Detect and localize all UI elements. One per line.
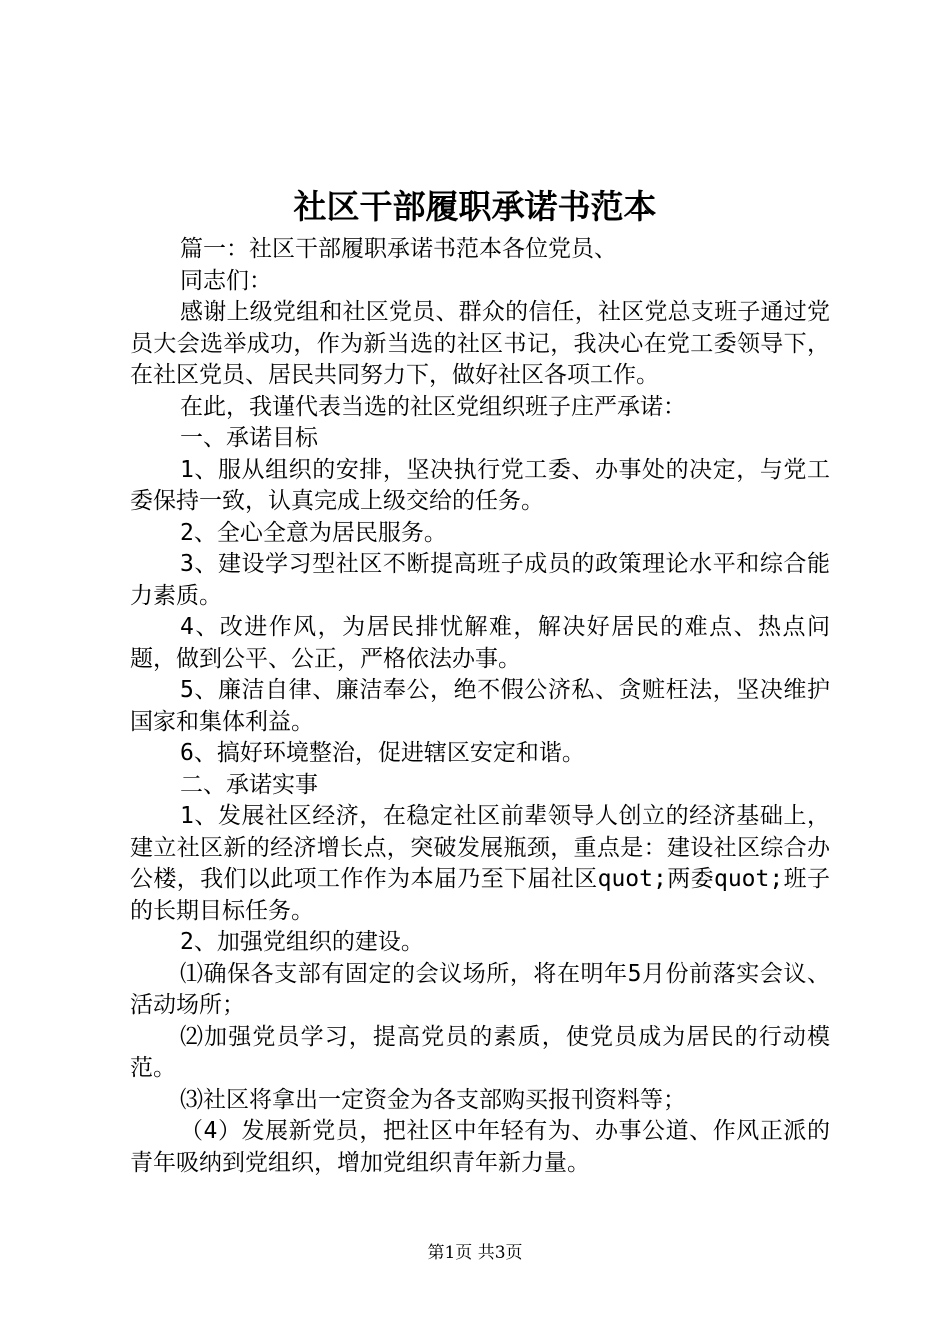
sub-list-item: ⑵加强党员学习，提高党员的素质，使党员成为居民的行动模范。: [130, 1023, 830, 1081]
list-item: 2、加强党组织的建设。: [180, 929, 424, 955]
list-item: 6、搞好环境整治，促进辖区安定和谐。: [180, 740, 585, 766]
list-item: 4、改进作风，为居民排忧解难，解决好居民的难点、热点问题，做到公平、公正，严格依法办事。: [130, 614, 830, 672]
list-item: 5、廉洁自律、廉洁奉公，绝不假公济私、贪赃枉法，坚决维护国家和集体利益。: [130, 677, 830, 735]
section-heading: 二、承诺实事: [180, 771, 318, 798]
paragraph-body: 感谢上级党组和社区党员、群众的信任，社区党总支班子通过党员大会选举成功，作为新当选的社区书记，我决心在党工委领导下，在社区党员、居民共同努力下，做好社区各项工作。: [130, 299, 830, 388]
document-body: [130, 234, 830, 1179]
sub-list-item: ⑶社区将拿出一定资金为各支部购买报刊资料等；: [180, 1086, 686, 1113]
document-title: 社区干部履职承诺书范本: [293, 187, 657, 226]
paragraph-salutation: 同志们：: [180, 267, 272, 294]
section-heading: 一、承诺目标: [180, 425, 318, 451]
paragraph-intro: 篇一：社区干部履职承诺书范本各位党员、: [180, 236, 617, 262]
page-footer: 第1页 共3页: [427, 1243, 523, 1263]
list-item: 3、建设学习型社区不断提高班子成员的政策理论水平和综合能力素质。: [130, 551, 830, 609]
paragraph-body: 在此，我谨代表当选的社区党组织班子庄严承诺：: [180, 393, 686, 420]
sub-list-item: ⑴确保各支部有固定的会议场所，将在明年5月份前落实会议、活动场所；: [130, 960, 830, 1018]
list-item: 1、发展社区经济，在稳定社区前辈领导人创立的经济基础上，建立社区新的经济增长点，突破发展瓶颈，重点是：建设社区综合办公楼，我们以此项工作作为本届乃至下届社区quot;两委quot;班子的长期目标任务。: [130, 803, 830, 924]
list-item: 1、服从组织的安排，坚决执行党工委、办事处的决定，与党工委保持一致，认真完成上级交给的任务。: [130, 456, 830, 514]
sub-list-item: （4）发展新党员，把社区中年轻有为、办事公道、作风正派的青年吸纳到党组织，增加党组织青年新力量。: [130, 1118, 830, 1176]
list-item: 2、全心全意为居民服务。: [180, 519, 447, 546]
